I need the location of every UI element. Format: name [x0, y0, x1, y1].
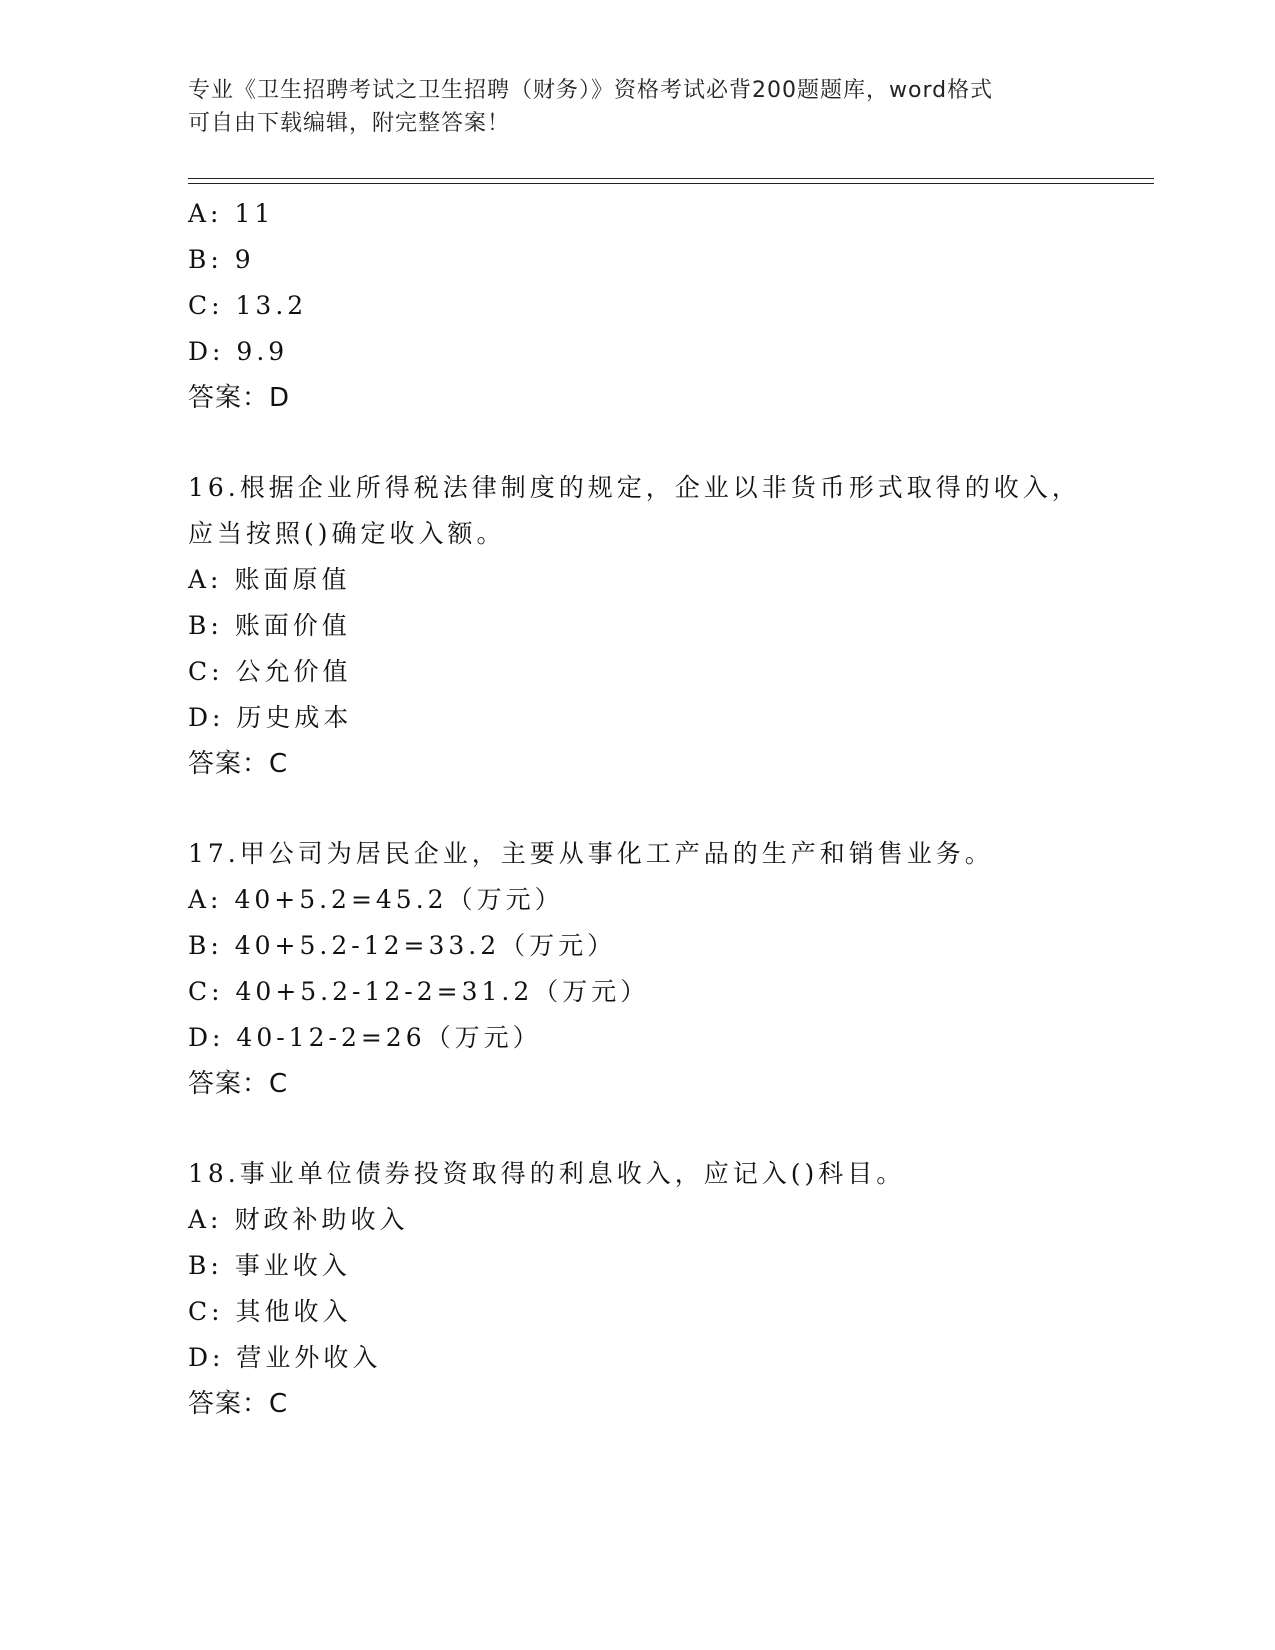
- header-line-2: 可自由下载编辑，附完整答案！: [188, 111, 511, 136]
- option-key: B:: [188, 611, 223, 640]
- option-key: A:: [188, 199, 223, 228]
- option-text: 40+5.2-12=33.2（万元）: [234, 931, 617, 960]
- header-divider-bottom: [188, 183, 1154, 184]
- option-text: 40+5.2-12-2=31.2（万元）: [235, 977, 650, 1006]
- option-text: 账面原值: [234, 565, 351, 594]
- option-text: 40-12-2=26（万元）: [236, 1023, 542, 1052]
- spacer: [188, 787, 1088, 831]
- option-key: C:: [188, 1297, 224, 1326]
- document-header: [188, 74, 1068, 140]
- option-text: 40+5.2=45.2（万元）: [234, 885, 564, 914]
- option-c: [188, 649, 1088, 695]
- option-text: 公允价值: [235, 657, 352, 686]
- option-d: [188, 1335, 1088, 1381]
- option-key: C:: [188, 291, 224, 320]
- question-17: [188, 831, 1088, 1107]
- option-key: A:: [188, 1205, 223, 1234]
- header-divider-top: [188, 178, 1154, 179]
- option-text: 账面价值: [234, 611, 351, 640]
- option-text: 13.2: [235, 291, 308, 320]
- option-a: [188, 191, 1088, 237]
- option-text: 9: [234, 245, 255, 274]
- option-key: B:: [188, 931, 223, 960]
- option-key: D:: [188, 703, 225, 732]
- option-b: [188, 603, 1088, 649]
- answer-line: 答案：D: [188, 383, 291, 413]
- option-c: [188, 1289, 1088, 1335]
- option-a: [188, 877, 1088, 923]
- question-16: [188, 465, 1088, 787]
- option-key: D:: [188, 1343, 225, 1372]
- header-line-1: 专业《卫生招聘考试之卫生招聘（财务）》资格考试必背200题题库，word格式: [188, 78, 994, 103]
- answer-line: 答案：C: [188, 1069, 289, 1099]
- option-key: B:: [188, 245, 223, 274]
- option-key: A:: [188, 565, 223, 594]
- option-key: D:: [188, 337, 225, 366]
- spacer: [188, 1107, 1088, 1151]
- option-key: A:: [188, 885, 223, 914]
- answer-line: 答案：C: [188, 1389, 289, 1419]
- option-a: [188, 557, 1088, 603]
- option-text: 财政补助收入: [234, 1205, 409, 1234]
- option-key: D:: [188, 1023, 225, 1052]
- option-key: B:: [188, 1251, 223, 1280]
- option-c: [188, 283, 1088, 329]
- option-b: [188, 1243, 1088, 1289]
- question-text-line-1: 18.事业单位债券投资取得的利息收入，应记入()科目。: [188, 1159, 906, 1188]
- option-text: 9.9: [236, 337, 289, 366]
- option-text: 其他收入: [235, 1297, 352, 1326]
- question-15: [188, 191, 1088, 421]
- question-list: [188, 191, 1088, 1427]
- question-text-line-2: 应当按照()确定收入额。: [188, 519, 506, 548]
- option-key: C:: [188, 977, 224, 1006]
- option-c: [188, 969, 1088, 1015]
- option-d: [188, 1015, 1088, 1061]
- question-text-line-1: 16.根据企业所得税法律制度的规定，企业以非货币形式取得的收入，: [188, 473, 1081, 502]
- option-text: 事业收入: [234, 1251, 351, 1280]
- option-d: [188, 695, 1088, 741]
- option-d: [188, 329, 1088, 375]
- spacer: [188, 421, 1088, 465]
- question-18: [188, 1151, 1088, 1427]
- option-text: 历史成本: [236, 703, 353, 732]
- question-text-line-1: 17.甲公司为居民企业，主要从事化工产品的生产和销售业务。: [188, 839, 994, 868]
- option-text: 11: [234, 199, 275, 228]
- option-b: [188, 923, 1088, 969]
- option-a: [188, 1197, 1088, 1243]
- option-b: [188, 237, 1088, 283]
- answer-line: 答案：C: [188, 749, 289, 779]
- option-key: C:: [188, 657, 224, 686]
- option-text: 营业外收入: [236, 1343, 382, 1372]
